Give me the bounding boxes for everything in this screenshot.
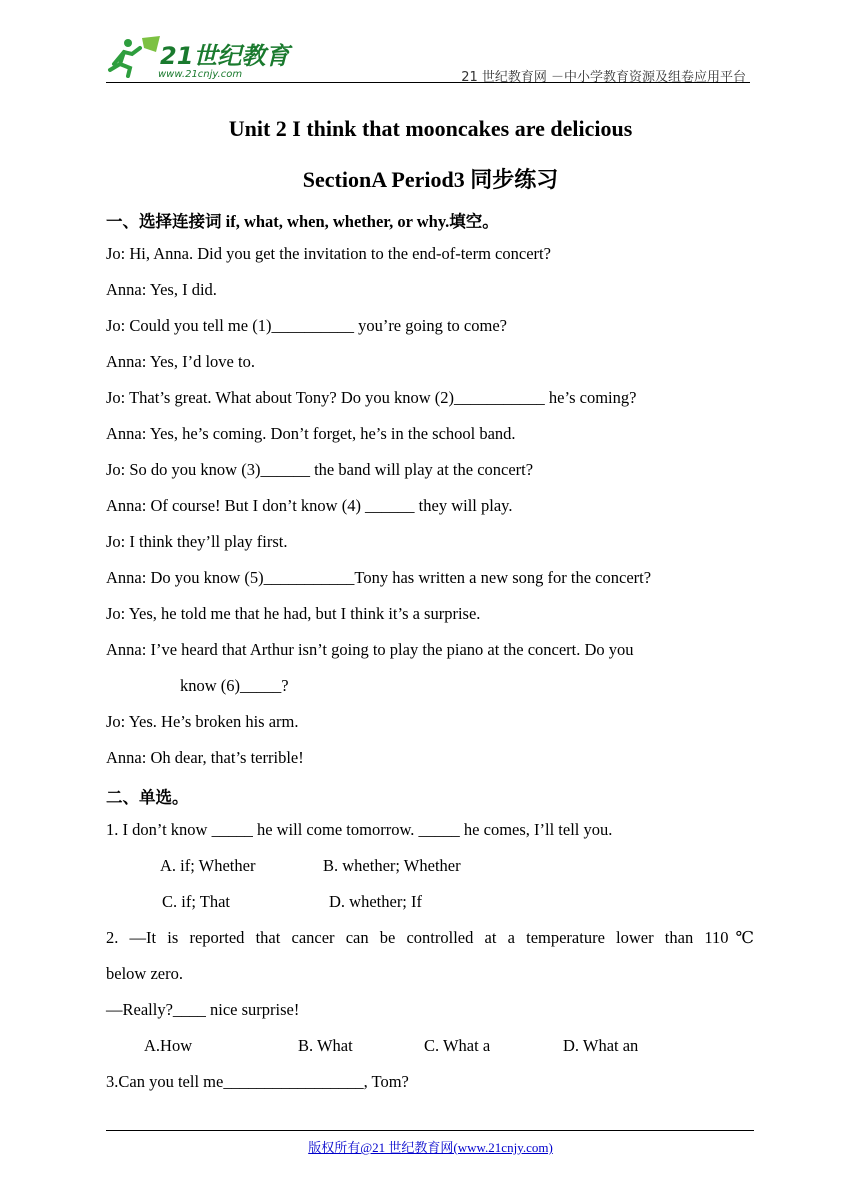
dialogue-line: Anna: I’ve heard that Arthur isn’t going to play the piano at the concert. Do you <box>106 640 634 659</box>
dialogue-line: Jo: That’s great. What about Tony? Do you know (2)___________ he’s coming? <box>106 388 637 407</box>
q2-option-a: A.How <box>144 1036 193 1055</box>
svg-text:www.21cnjy.com: www.21cnjy.com <box>158 69 243 80</box>
dialogue-line: know (6)_____? <box>180 676 289 695</box>
question-2-stem-line3: —Really?____ nice surprise! <box>106 1000 300 1019</box>
svg-text:21世纪教育: 21世纪教育 <box>160 42 290 70</box>
dialogue-line: Jo: Hi, Anna. Did you get the invitation to the end-of-term concert? <box>106 244 551 263</box>
q1-option-c: C. if; That <box>162 892 230 911</box>
page-header <box>106 30 750 84</box>
q2-option-c: C. What a <box>424 1036 491 1055</box>
header-divider <box>106 82 750 83</box>
question-2-stem-line1: 2. —It is reported that cancer can be controlled at a temperature lower than 110℃ <box>106 928 754 947</box>
dialogue-line: Jo: Yes. He’s broken his arm. <box>106 712 299 731</box>
dialogue-line: Anna: Of course! But I don’t know (4) ______ they will play. <box>106 496 513 515</box>
question-2-stem-line2: below zero. <box>106 964 183 983</box>
section1-heading: 一、选择连接词 if, what, when, whether, or why.填空。 <box>106 212 499 231</box>
logo-icon <box>106 34 306 80</box>
page-title: Unit 2 I think that mooncakes are delicious <box>228 116 633 141</box>
q1-option-b: B. whether; Whether <box>323 856 461 875</box>
site-tagline: 21 世纪教育网 －中小学教育资源及组卷应用平台 <box>461 70 746 85</box>
question-3-stem: 3.Can you tell me_________________, Tom? <box>106 1072 409 1091</box>
q1-option-d: D. whether; If <box>329 892 423 911</box>
footer-copyright-link[interactable]: 版权所有@21 世纪教育网(www.21cnjy.com) <box>308 1140 553 1155</box>
dialogue-line: Jo: So do you know (3)______ the band will play at the concert? <box>106 460 534 479</box>
footer-divider <box>106 1130 754 1131</box>
dialogue-line: Anna: Yes, he’s coming. Don’t forget, he’s in the school band. <box>106 424 516 443</box>
dialogue-line: Jo: Could you tell me (1)__________ you’re going to come? <box>106 316 507 335</box>
dialogue-line: Anna: Do you know (5)___________Tony has written a new song for the concert? <box>106 568 652 587</box>
dialogue-line: Anna: Yes, I did. <box>106 280 217 299</box>
dialogue-line: Anna: Yes, I’d love to. <box>106 352 255 371</box>
q2-option-b: B. What <box>298 1036 353 1055</box>
q2-option-d: D. What an <box>563 1036 639 1055</box>
dialogue-line: Anna: Oh dear, that’s terrible! <box>106 748 304 767</box>
page-subtitle: SectionA Period3 同步练习 <box>302 167 559 192</box>
q1-option-a: A. if; Whether <box>160 856 256 875</box>
section2-heading: 二、单选。 <box>106 788 189 807</box>
dialogue-line: Jo: Yes, he told me that he had, but I think it’s a surprise. <box>106 604 481 623</box>
dialogue-line: Jo: I think they’ll play first. <box>106 532 288 551</box>
question-1-stem: 1. I don’t know _____ he will come tomorrow. _____ he comes, I’ll tell you. <box>106 820 613 839</box>
